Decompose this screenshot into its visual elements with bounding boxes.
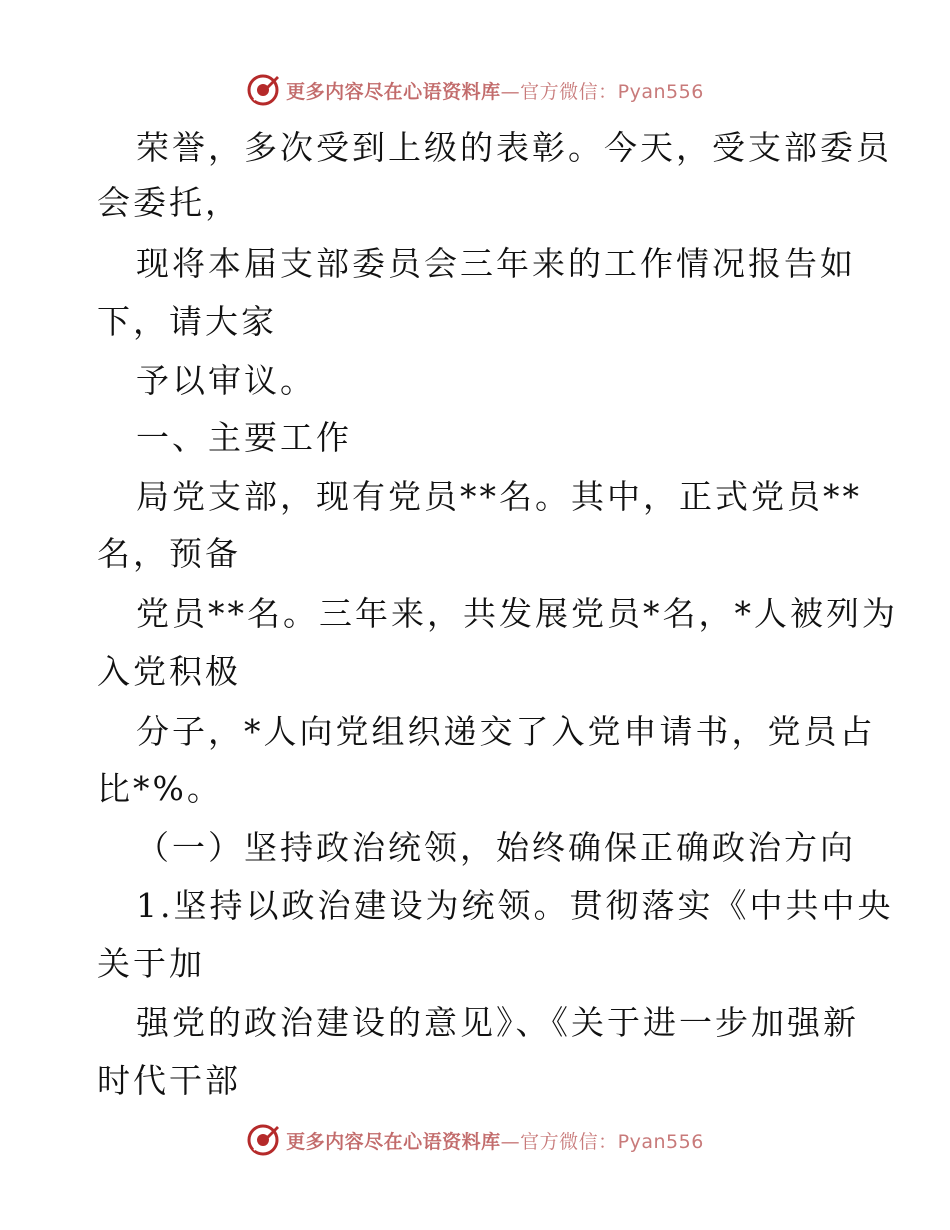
footer-watermark-banner bbox=[0, 1120, 950, 1160]
body-line-3: 现将本届支部委员会三年来的工作情况报告如 bbox=[136, 244, 856, 283]
body-line-8: 名，预备 bbox=[97, 534, 241, 573]
body-line-2: 会委托， bbox=[97, 183, 241, 222]
brand-logo-icon bbox=[246, 73, 280, 107]
body-line-4: 下，请大家 bbox=[97, 302, 277, 341]
body-line-10: 入党积极 bbox=[97, 652, 241, 691]
subsection-heading-political: （一）坚持政治统领，始终确保正确政治方向 bbox=[136, 828, 856, 867]
body-line-14: 1.坚持以政治建设为统领。贯彻落实《中共中央 bbox=[136, 886, 894, 925]
body-line-17: 时代干部 bbox=[97, 1061, 241, 1100]
body-line-12: 比*%。 bbox=[97, 769, 223, 808]
body-line-1: 荣誉，多次受到上级的表彰。今天，受支部委员 bbox=[136, 128, 892, 167]
header-watermark-banner bbox=[0, 70, 950, 110]
body-line-9: 党员**名。三年来，共发展党员*名，*人被列为 bbox=[136, 594, 898, 633]
body-line-5: 予以审议。 bbox=[136, 361, 316, 400]
footer-watermark-text: 更多内容尽在心语资料库—官方微信：Pyan556 bbox=[286, 1130, 704, 1153]
header-watermark-text: 更多内容尽在心语资料库—官方微信：Pyan556 bbox=[286, 80, 704, 103]
body-line-16: 强党的政治建设的意见》、《关于进一步加强新 bbox=[136, 1003, 859, 1042]
body-line-15: 关于加 bbox=[97, 944, 205, 983]
brand-logo-icon bbox=[246, 1123, 280, 1157]
body-line-7: 局党支部，现有党员**名。其中，正式党员** bbox=[136, 477, 862, 516]
section-heading-main-work: 一、主要工作 bbox=[136, 418, 352, 457]
body-line-11: 分子，*人向党组织递交了入党申请书，党员占 bbox=[136, 712, 876, 751]
